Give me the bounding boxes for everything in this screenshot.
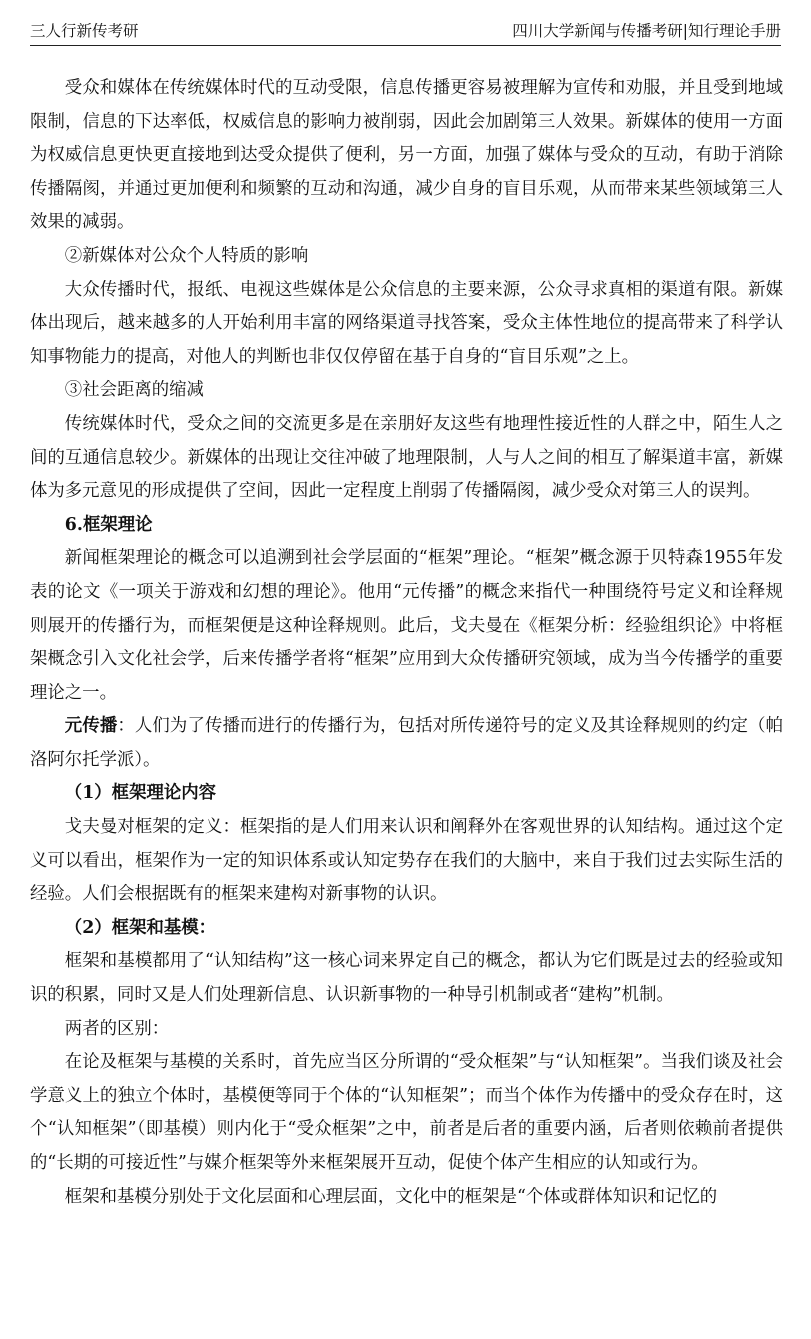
paragraph: 戈夫曼对框架的定义：框架指的是人们用来认识和阐释外在客观世界的认知结构。通过这个定义可以看出，框架作为一定的知识体系或认知定势存在我们的大脑中，来自于我们过去实际生活的经验。人们会根据既有的框架来建构对新事物的认识。 — [30, 817, 783, 905]
page-header — [30, 0, 781, 46]
paragraph: 大众传播时代，报纸、电视这些媒体是公众信息的主要来源，公众寻求真相的渠道有限。新媒体出现后，越来越多的人开始利用丰富的网络渠道寻找答案，受众主体性地位的提高带来了科学认知事物能力的提高，对他人的判断也非仅仅停留在基于自身的“盲目乐观”之上。 — [30, 279, 783, 367]
subheading: ③社会距离的缩减 — [64, 380, 204, 401]
paragraph: 两者的区别： — [64, 1018, 170, 1039]
header-left-title: 三人行新传考研 — [30, 22, 139, 40]
subsection-heading: （2）框架和基模： — [64, 917, 217, 938]
document-body — [30, 72, 783, 1214]
paragraph: 传统媒体时代，受众之间的交流更多是在亲朋好友这些有地理性接近性的人群之中，陌生人之间的互通信息较少。新媒体的出现让交往冲破了地理限制，人与人之间的相互了解渠道丰富，新媒体为多元意见的形成提供了空间，因此一定程度上削弱了传播隔阂，减少受众对第三人的误判。 — [30, 413, 783, 502]
definition-paragraph — [30, 710, 783, 777]
paragraph: 框架和基模都用了“认知结构”这一核心词来界定自己的概念，都认为它们既是过去的经验或知识的积累，同时又是人们处理新信息、认识新事物的一种导引机制或者“建构”机制。 — [30, 951, 783, 1006]
header-right-title: 四川大学新闻与传播考研|知行理论手册 — [512, 22, 781, 40]
definition-term: 元传播 — [64, 716, 118, 737]
paragraph: 在论及框架与基模的关系时，首先应当区分所谓的“受众框架”与“认知框架”。当我们谈及社会学意义上的独立个体时，基模便等同于个体的“认知框架”；而当个体作为传播中的受众存在时，这个“认知框架”（即基模）则内化于“受众框架”之中，前者是后者的重要内涵，后者则依赖前者提供的“长期的可接近性”与媒介框架等外来框架展开互动，促使个体产生相应的认知或行为。 — [30, 1052, 783, 1173]
paragraph: 框架和基模分别处于文化层面和心理层面，文化中的框架是“个体或群体知识和记忆的 — [64, 1186, 718, 1207]
paragraph: 新闻框架理论的概念可以追溯到社会学层面的“框架”理论。“框架”概念源于贝特森1955年发表的论文《一项关于游戏和幻想的理论》。他用“元传播”的概念来指代一种围绕符号定义和诠释规则展开的传播行为，而框架便是这种诠释规则。此后，戈夫曼在《框架分析：经验组织论》中将框架概念引入文化社会学，后来传播学者将“框架”应用到大众传播研究领域，成为当今传播学的重要理论之一。 — [30, 548, 783, 703]
subheading: ②新媒体对公众个人特质的影响 — [64, 245, 309, 266]
paragraph: 受众和媒体在传统媒体时代的互动受限，信息传播更容易被理解为宣传和劝服，并且受到地域限制，信息的下达率低，权威信息的影响力被削弱，因此会加剧第三人效果。新媒体的使用一方面为权威信息更快更直接地到达受众提供了便利，另一方面，加强了媒体与受众的互动，有助于消除传播隔阂，并通过更加便利和频繁的互动和沟通，减少自身的盲目乐观，从而带来某些领域第三人效果的减弱。 — [30, 78, 783, 233]
subsection-heading: （1）框架理论内容 — [64, 783, 217, 804]
definition-text: ：人们为了传播而进行的传播行为，包括对所传递符号的定义及其诠释规则的约定（帕洛阿尔托学派）。 — [30, 716, 783, 770]
section-heading: 6.框架理论 — [64, 514, 153, 535]
